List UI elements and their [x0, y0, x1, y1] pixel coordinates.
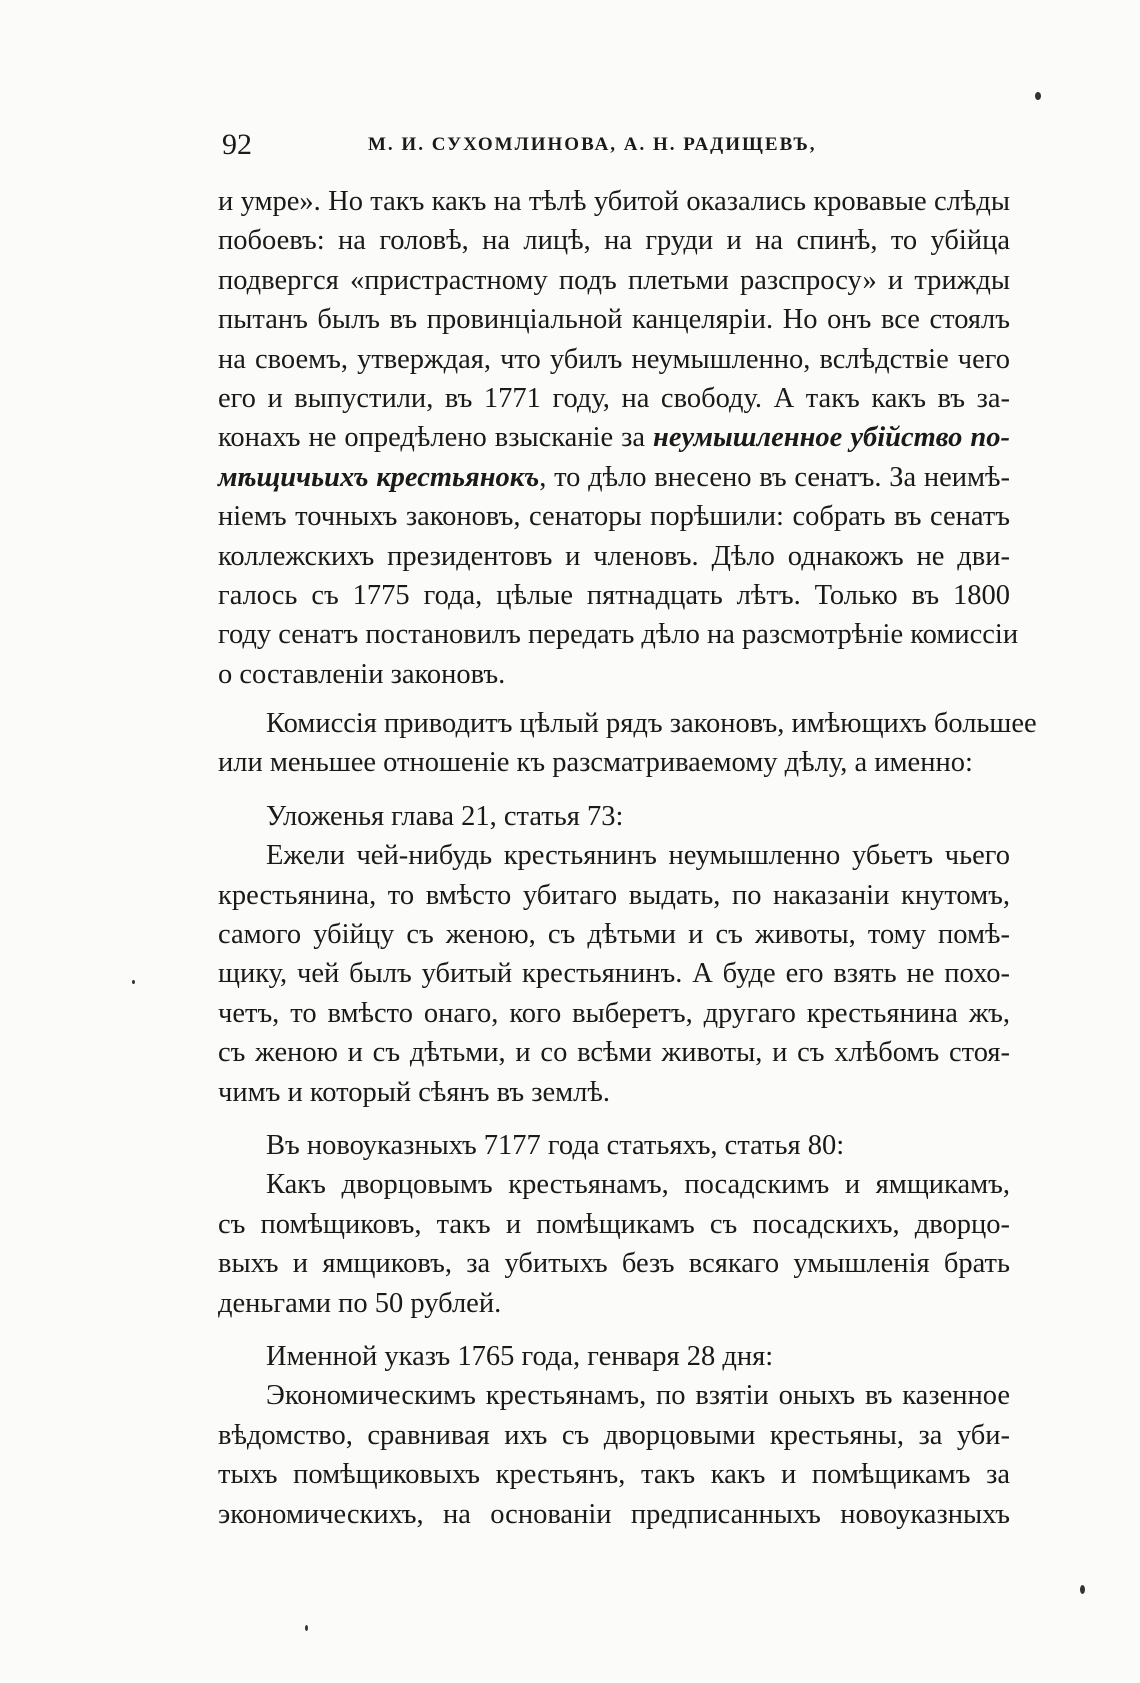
paragraph	[218, 182, 1019, 694]
paragraph	[218, 704, 1037, 783]
text-line: съ помѣщиковъ, такъ и помѣщикамъ съ посадскихъ, дворцо-	[218, 1208, 1010, 1240]
citation	[218, 1126, 1010, 1323]
italic-phrase: мѣщичьихъ крестьянокъ	[218, 461, 540, 493]
citation	[218, 797, 1010, 1112]
text-line: выхъ и ямщиковъ, за убитыхъ безъ всякаго умышленія брать	[218, 1248, 1010, 1280]
page-header	[218, 128, 1008, 168]
text-line: или меньшее отношеніе къ разсматриваемому дѣлу, а именно:	[218, 747, 973, 779]
text-line: Комиссія приводитъ цѣлый рядъ законовъ, имѣющихъ большее	[266, 708, 1037, 740]
text-line	[218, 418, 1010, 457]
text-line: вѣдомство, сравнивая ихъ съ дворцовыми крестьяны, за уби-	[218, 1419, 1010, 1451]
text-line: Ежели чей-нибудь крестьянинъ неумышленно убьетъ чьего	[266, 840, 1010, 872]
text-line: съ женою и съ дѣтьми, и со всѣми животы, и съ хлѣбомъ стоя-	[218, 1037, 1010, 1069]
text-line	[218, 458, 1010, 497]
text-line: его и выпустили, въ 1771 году, на свободу. А такъ какъ въ за-	[218, 382, 1010, 414]
running-title: М. И. СУХОМЛИНОВА, А. Н. РАДИЩЕВЪ,	[368, 134, 817, 155]
text-line: о составленіи законовъ.	[218, 658, 506, 690]
citation-heading: Уложенья глава 21, статья 73:	[266, 800, 624, 832]
text-line: галось съ 1775 года, цѣлые пятнадцать лѣтъ. Только въ 1800	[218, 579, 1010, 611]
text-line: и умре». Но такъ какъ на тѣлѣ убитой оказались кровавые слѣды	[218, 186, 1010, 217]
text-line: побоевъ: на головѣ, на лицѣ, на груди и на спинѣ, то убійца	[218, 225, 1010, 257]
citation-heading: Именной указъ 1765 года, генваря 28 дня:	[266, 1340, 774, 1372]
citation-heading: Въ новоуказныхъ 7177 года статьяхъ, статья 80:	[266, 1129, 845, 1161]
text-line: крестьянина, то вмѣсто убитаго выдать, по наказаніи кнутомъ,	[218, 879, 1010, 911]
text-line: коллежскихъ президентовъ и членовъ. Дѣло однакожъ не дви-	[218, 540, 1010, 572]
text-line: самого убійцу съ женою, съ дѣтьми и съ животы, тому помѣ-	[218, 919, 1010, 951]
text-line: ніемъ точныхъ законовъ, сенаторы порѣшили: собрать въ сенатъ	[218, 501, 1010, 533]
text-segment: , то дѣло внесено въ сенатъ. За неимѣ-	[539, 461, 1010, 493]
text-segment: конахъ не опредѣлено взысканіе за	[218, 422, 654, 454]
body-text	[218, 182, 1037, 1534]
text-line: Экономическимъ крестьянамъ, по взятіи оныхъ въ казенное	[266, 1380, 1010, 1412]
text-line: деньгами по 50 рублей.	[218, 1287, 502, 1319]
text-line: чимъ и который сѣянъ въ землѣ.	[218, 1076, 610, 1108]
text-line: подвергся «пристрастному подъ плетьми разспросу» и трижды	[218, 264, 1010, 296]
text-line: тыхъ помѣщиковыхъ крестьянъ, такъ какъ и помѣщикамъ за	[218, 1459, 1010, 1491]
text-line: пытанъ былъ въ провинціальной канцеляріи. Но онъ все стоялъ	[218, 304, 1010, 336]
text-line: щику, чей былъ убитый крестьянинъ. А буде его взять не похо-	[218, 958, 1010, 990]
italic-phrase: неумышленное убійство по-	[653, 422, 1010, 454]
citation	[218, 1337, 1010, 1534]
page-number: 92	[222, 128, 252, 161]
text-line: на своемъ, утверждая, что убилъ неумышленно, вслѣдствіе чего	[218, 343, 1010, 375]
text-line: четъ, то вмѣсто онаго, кого выберетъ, другаго крестьянина жъ,	[218, 997, 1010, 1029]
text-line: году сенатъ постановилъ передать дѣло на разсмотрѣніе комиссіи	[218, 619, 1019, 651]
text-line: Какъ дворцовымъ крестьянамъ, посадскимъ и ямщикамъ,	[266, 1169, 1010, 1201]
text-line: экономическихъ, на основаніи предписанныхъ новоуказныхъ	[218, 1498, 1010, 1530]
